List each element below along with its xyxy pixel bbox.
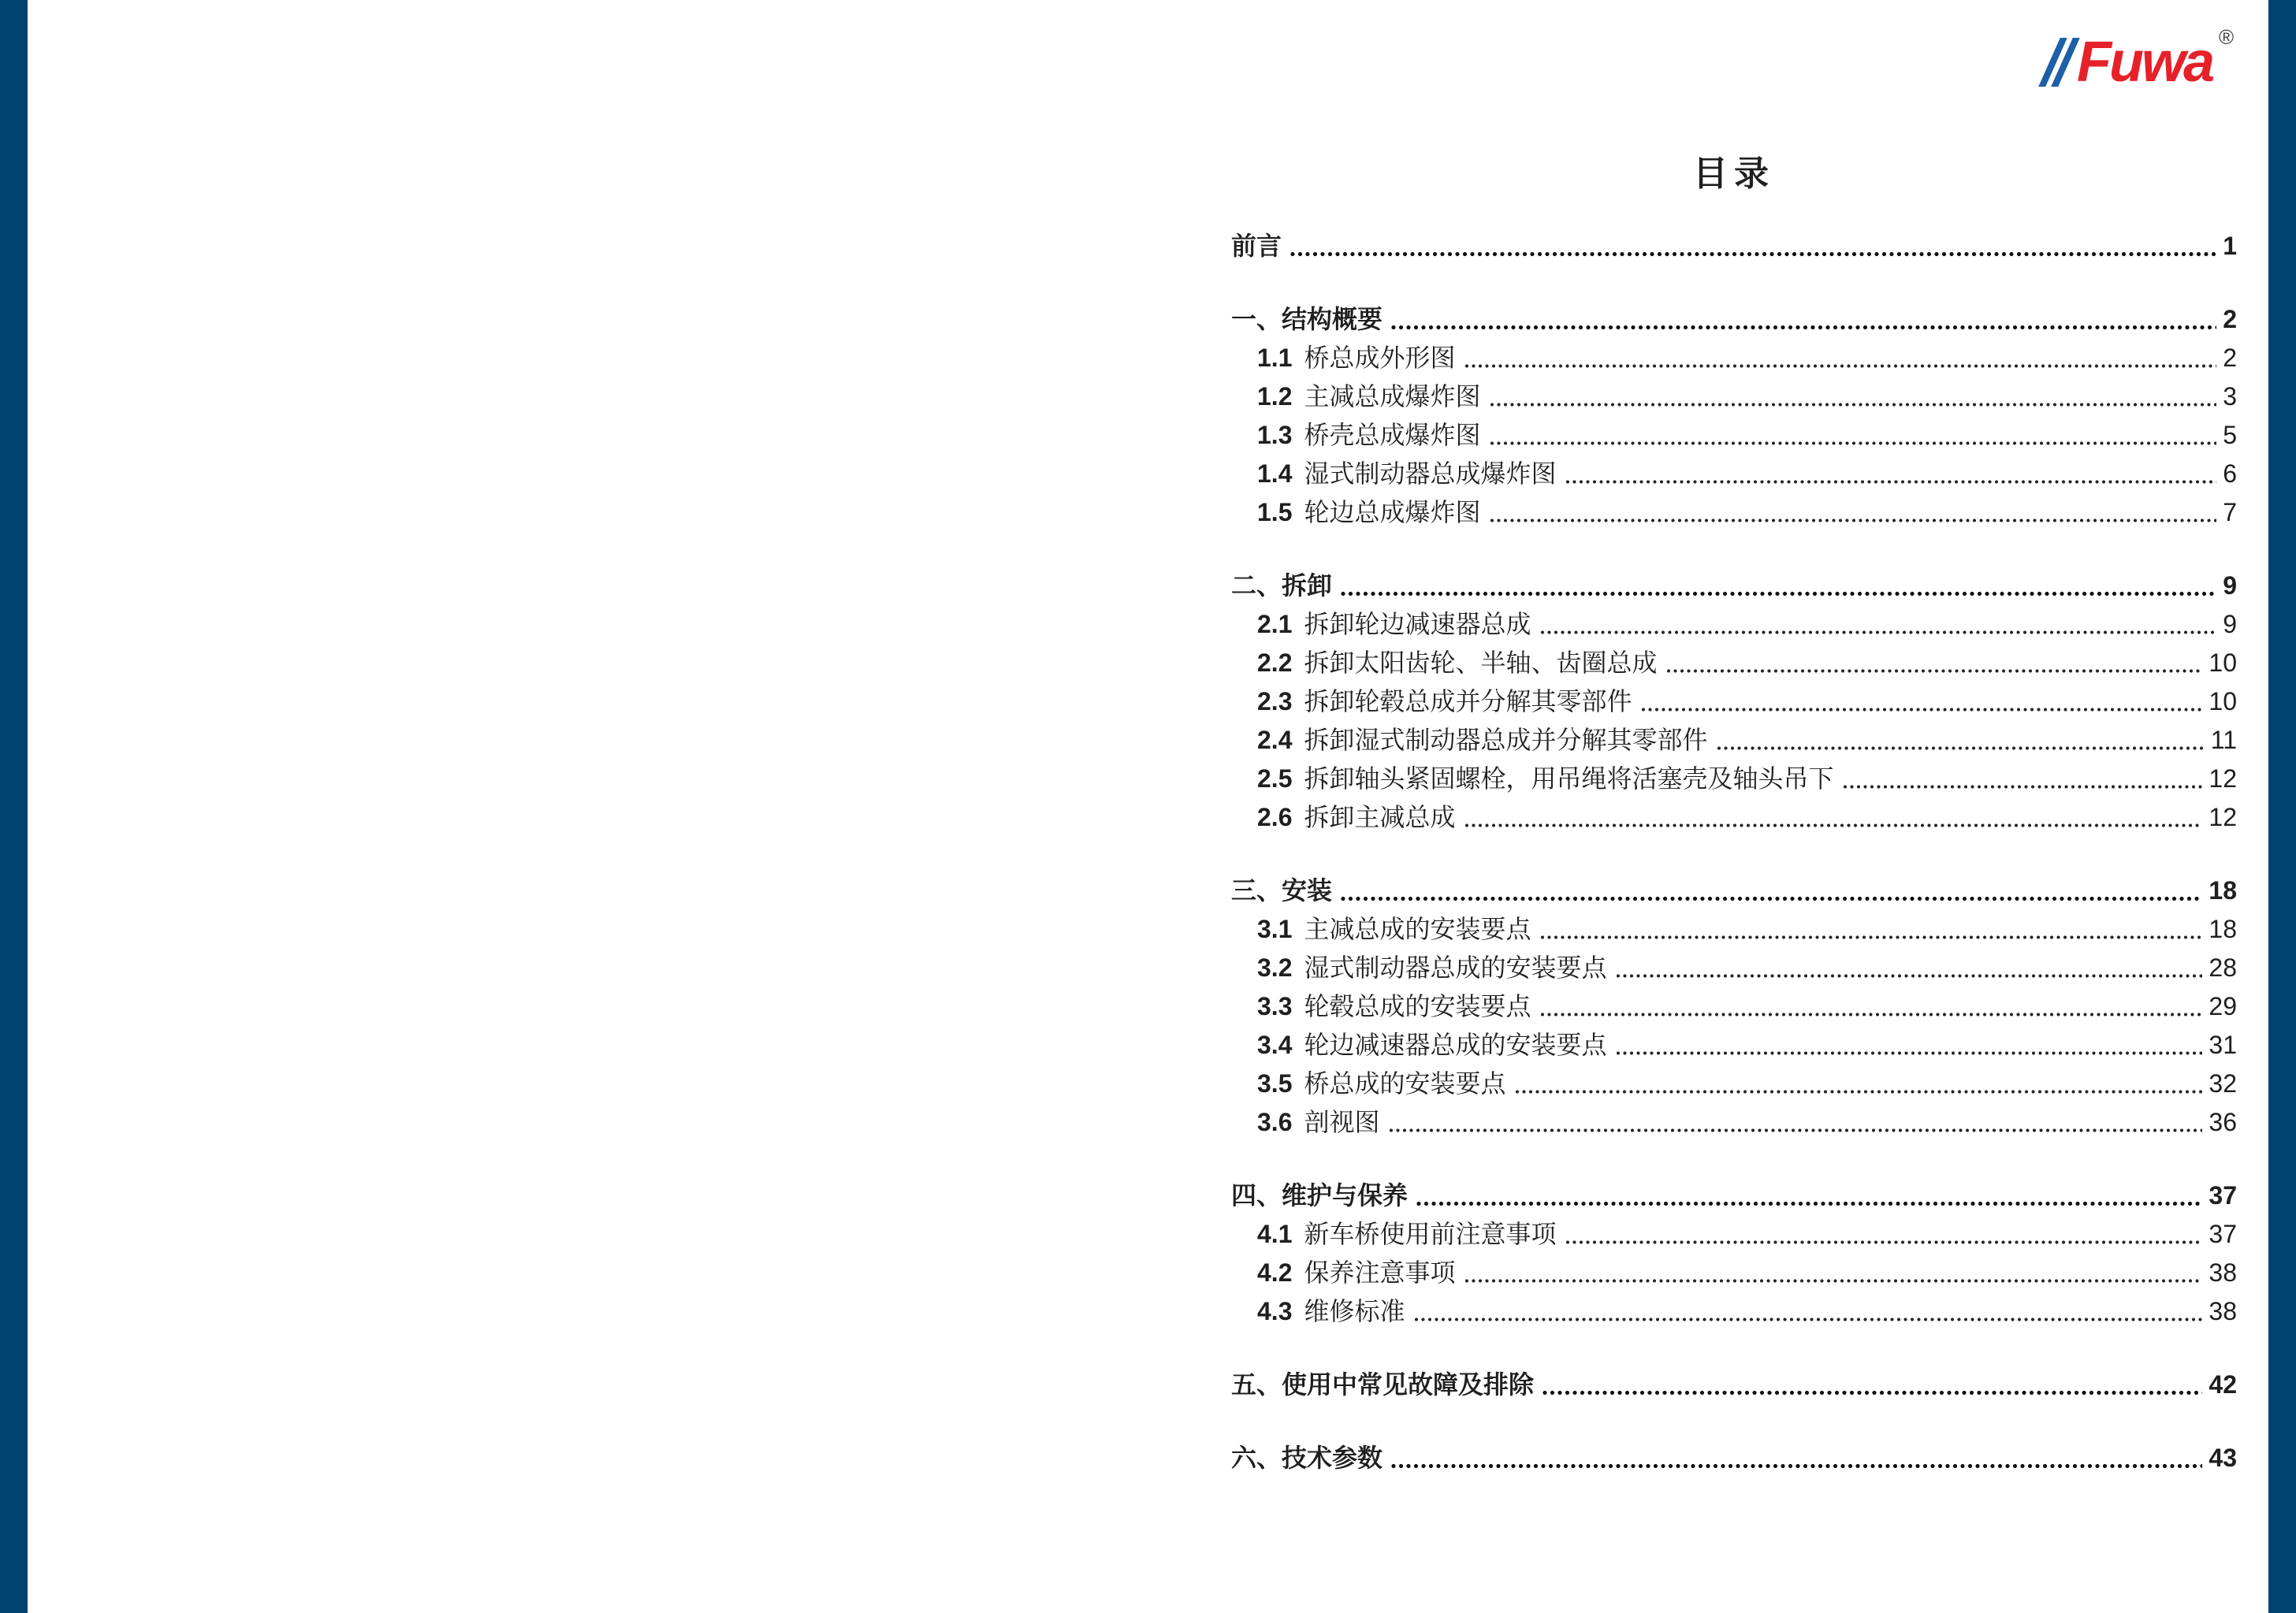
toc-entry-label: 新车桥使用前注意事项 — [1304, 1220, 1557, 1248]
left-edge-bar — [0, 0, 28, 1613]
toc-entry-label: 拆卸轮边减速器总成 — [1304, 610, 1531, 638]
dot-leader — [1565, 1239, 2203, 1246]
toc-entry-label: 桥总成的安装要点 — [1304, 1069, 1506, 1098]
toc-entry — [1231, 763, 2237, 794]
dot-leader — [1665, 667, 2203, 675]
dot-leader — [1542, 1389, 2202, 1396]
toc-entry-number: 4.3 — [1257, 1297, 1293, 1325]
toc-entry-page: 6 — [2223, 459, 2237, 488]
dot-leader — [1464, 362, 2217, 370]
toc-entry-page: 2 — [2223, 344, 2237, 372]
dot-leader — [1388, 1127, 2203, 1134]
dot-leader — [1539, 934, 2203, 941]
dot-leader — [1565, 478, 2217, 485]
toc-entry-label: 剖视图 — [1304, 1108, 1380, 1136]
toc-entry-label: 拆卸主减总成 — [1304, 803, 1456, 831]
toc-entry-number: 3.4 — [1257, 1031, 1293, 1059]
toc-entry-page: 38 — [2209, 1297, 2237, 1325]
toc-entry — [1231, 1106, 2237, 1138]
toc-entry-number: 2.4 — [1257, 726, 1293, 754]
toc-container — [1231, 156, 2237, 1474]
toc-entry-page: 18 — [2209, 915, 2237, 943]
toc-entry — [1231, 724, 2237, 756]
dot-leader — [1489, 440, 2217, 447]
toc-entry-number: 2.1 — [1257, 610, 1293, 638]
dot-leader — [1390, 324, 2216, 331]
toc-entry-page: 3 — [2223, 382, 2237, 411]
toc-entry-label: 湿式制动器总成爆炸图 — [1304, 459, 1557, 488]
dot-leader — [1514, 1088, 2203, 1095]
toc-entry-label: 拆卸轮毂总成并分解其零部件 — [1304, 687, 1632, 715]
dot-leader — [1615, 1050, 2203, 1057]
toc-entry-number: 1.5 — [1257, 498, 1293, 526]
toc-entry-label: 三、安装 — [1231, 876, 1333, 905]
toc-entry-label: 拆卸湿式制动器总成并分解其零部件 — [1304, 726, 1708, 754]
toc-entry — [1231, 230, 2237, 262]
dot-leader — [1340, 895, 2202, 902]
toc-entry-number: 3.2 — [1257, 953, 1293, 982]
toc-entry-page: 9 — [2223, 610, 2237, 638]
toc-entry-page: 43 — [2209, 1444, 2237, 1472]
toc-entry — [1231, 1442, 2237, 1474]
toc-entry-number: 3.3 — [1257, 992, 1293, 1020]
toc-entry-label: 轮边减速器总成的安装要点 — [1304, 1031, 1607, 1059]
toc-entry — [1231, 381, 2237, 412]
toc-entry — [1231, 875, 2237, 906]
toc-entry-number: 3.5 — [1257, 1069, 1293, 1098]
dot-leader — [1390, 1462, 2202, 1470]
dot-leader — [1489, 401, 2217, 408]
toc-entry-label: 维修标准 — [1304, 1297, 1405, 1325]
toc-entry-label: 拆卸轴头紧固螺栓，用吊绳将活塞壳及轴头吊下 — [1304, 764, 1834, 793]
dot-leader — [1539, 1011, 2203, 1018]
toc-entry-page: 31 — [2209, 1031, 2237, 1059]
toc-entry-page: 10 — [2209, 687, 2237, 715]
toc-list — [1231, 230, 2237, 1474]
toc-entry — [1231, 570, 2237, 601]
toc-entry-page: 38 — [2209, 1258, 2237, 1287]
dot-leader — [1413, 1316, 2203, 1323]
toc-entry-number: 4.1 — [1257, 1220, 1293, 1248]
toc-entry-page: 12 — [2209, 803, 2237, 831]
toc-entry — [1231, 1369, 2237, 1400]
dot-leader — [1416, 1200, 2202, 1207]
toc-entry-number: 1.1 — [1257, 344, 1293, 372]
right-edge-bar — [2268, 0, 2296, 1613]
toc-entry-label: 五、使用中常见故障及排除 — [1231, 1370, 1535, 1399]
dot-leader — [1489, 517, 2217, 524]
toc-entry-number: 2.3 — [1257, 687, 1293, 715]
toc-entry-label: 轮毂总成的安装要点 — [1304, 992, 1531, 1020]
dot-leader — [1716, 745, 2205, 752]
toc-entry — [1231, 608, 2237, 640]
toc-entry-label: 四、维护与保养 — [1231, 1181, 1408, 1210]
toc-entry-page: 11 — [2210, 726, 2237, 754]
toc-entry-page: 37 — [2209, 1220, 2237, 1248]
toc-entry — [1231, 990, 2237, 1022]
toc-entry-number: 2.5 — [1257, 764, 1293, 793]
toc-entry-label: 保养注意事项 — [1304, 1258, 1456, 1287]
toc-entry — [1231, 801, 2237, 833]
dot-leader — [1464, 1277, 2203, 1284]
dot-leader — [1640, 706, 2203, 713]
toc-entry-number: 2.2 — [1257, 649, 1293, 677]
toc-entry — [1231, 952, 2237, 983]
fuwa-logo — [2049, 27, 2234, 93]
toc-entry-page: 2 — [2223, 305, 2237, 333]
toc-entry-label: 主减总成的安装要点 — [1304, 915, 1531, 943]
toc-entry-label: 拆卸太阳齿轮、半轴、齿圈总成 — [1304, 649, 1658, 677]
logo-wordmark: Fuwa — [2077, 31, 2213, 94]
toc-entry-page: 7 — [2223, 498, 2237, 526]
toc-entry-label: 湿式制动器总成的安装要点 — [1304, 953, 1607, 982]
toc-entry — [1231, 1029, 2237, 1061]
page-title: 目录 — [1693, 154, 1775, 193]
toc-entry — [1231, 1218, 2237, 1250]
toc-entry — [1231, 496, 2237, 528]
toc-entry-label: 二、拆卸 — [1231, 571, 1333, 600]
toc-entry-page: 37 — [2209, 1181, 2237, 1210]
dot-leader — [1539, 629, 2217, 636]
toc-entry-page: 42 — [2209, 1370, 2237, 1399]
toc-entry — [1231, 419, 2237, 451]
toc-entry-label: 主减总成爆炸图 — [1304, 382, 1481, 411]
toc-entry-label: 前言 — [1231, 232, 1282, 260]
toc-entry-label: 桥总成外形图 — [1304, 344, 1456, 372]
dot-leader — [1615, 972, 2203, 979]
dot-leader — [1842, 783, 2203, 790]
toc-entry-page: 9 — [2223, 571, 2237, 600]
toc-entry-page: 18 — [2209, 876, 2237, 905]
toc-entry-page: 32 — [2209, 1069, 2237, 1098]
dot-leader — [1289, 251, 2216, 258]
toc-entry-number: 1.3 — [1257, 421, 1293, 449]
toc-entry — [1231, 458, 2237, 489]
toc-entry-page: 10 — [2209, 649, 2237, 677]
toc-entry — [1231, 342, 2237, 374]
toc-entry-label: 桥壳总成爆炸图 — [1304, 421, 1481, 449]
toc-entry — [1231, 1257, 2237, 1288]
toc-entry-number: 1.4 — [1257, 459, 1293, 488]
dot-leader — [1340, 590, 2216, 597]
registered-trademark-icon: ® — [2219, 25, 2235, 49]
toc-entry — [1231, 1180, 2237, 1211]
toc-entry — [1231, 913, 2237, 945]
toc-entry-page: 36 — [2209, 1108, 2237, 1136]
toc-entry — [1231, 1295, 2237, 1327]
toc-entry-page: 28 — [2209, 953, 2237, 982]
toc-entry — [1231, 647, 2237, 678]
toc-entry-page: 5 — [2223, 421, 2237, 449]
toc-entry-label: 轮边总成爆炸图 — [1304, 498, 1481, 526]
toc-entry-number: 2.6 — [1257, 803, 1293, 831]
toc-entry-page: 12 — [2209, 764, 2237, 793]
toc-entry-page: 29 — [2209, 992, 2237, 1020]
dot-leader — [1464, 822, 2203, 829]
toc-entry — [1231, 303, 2237, 335]
toc-entry-label: 六、技术参数 — [1231, 1444, 1383, 1472]
toc-entry-number: 3.6 — [1257, 1108, 1293, 1136]
toc-entry — [1231, 1068, 2237, 1099]
toc-entry — [1231, 686, 2237, 717]
toc-entry-number: 4.2 — [1257, 1258, 1293, 1287]
toc-entry-page: 1 — [2223, 232, 2237, 260]
toc-entry-number: 1.2 — [1257, 382, 1293, 411]
toc-entry-number: 3.1 — [1257, 915, 1293, 943]
toc-entry-label: 一、结构概要 — [1231, 305, 1383, 333]
